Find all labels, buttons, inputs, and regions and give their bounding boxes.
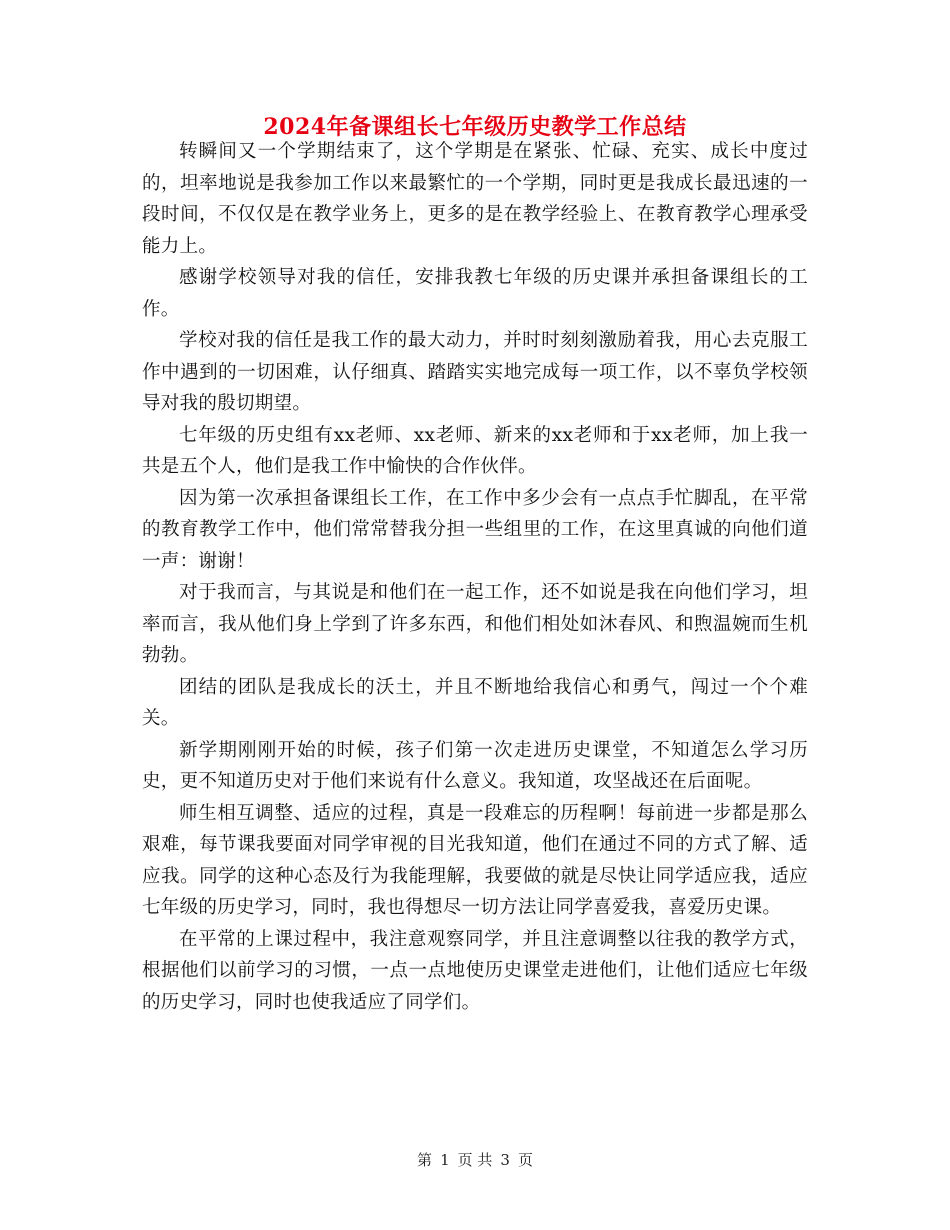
footer-prefix: 第 <box>417 1151 433 1169</box>
document-body <box>142 136 808 1018</box>
paragraph-2: 感谢学校领导对我的信任，安排我教七年级的历史课并承担备课组长的工作。 <box>142 267 808 320</box>
page-footer <box>0 1150 950 1170</box>
footer-suffix: 页 <box>517 1151 533 1169</box>
paragraph-4: 七年级的历史组有xx老师、xx老师、新来的xx老师和于xx老师，加上我一共是五个人，他们是我工作中愉快的合作伙伴。 <box>142 424 808 477</box>
paragraph-5: 因为第一次承担备课组长工作，在工作中多少会有一点点手忙脚乱，在平常的教育教学工作中，他们常常替我分担一些组里的工作，在这里真诚的向他们道一声：谢谢！ <box>142 487 808 572</box>
document-title: 2024年备课组长七年级历史教学工作总结 <box>263 114 687 140</box>
paragraph-3: 学校对我的信任是我工作的最大动力，并时时刻刻激励着我，用心去克服工作中遇到的一切困难，认仔细真、踏踏实实地完成每一项工作，以不辜负学校领导对我的殷切期望。 <box>142 330 808 414</box>
paragraph-9: 师生相互调整、适应的过程，真是一段难忘的历程啊！每前进一步都是那么艰难，每节课我要面对同学审视的目光我知道，他们在通过不同的方式了解、适应我。同学的这种心态及行为我能理解，我要做的就是尽快让同学适应我，适应七年级的历史学习，同时，我也得想尽一切方法让同学喜爱我，喜爱历史课。 <box>142 802 808 918</box>
paragraph-10: 在平常的上课过程中，我注意观察同学，并且注意调整以往我的教学方式，根据他们以前学习的习惯，一点一点地使历史课堂走进他们，让他们适应七年级的历史学习，同时也使我适应了同学们。 <box>142 928 808 1013</box>
paragraph-8: 新学期刚刚开始的时候，孩子们第一次走进历史课堂，不知道怎么学习历史，更不知道历史对于他们来说有什么意义。我知道，攻坚战还在后面呢。 <box>142 739 808 792</box>
paragraph-1: 转瞬间又一个学期结束了，这个学期是在紧张、忙碌、充实、成长中度过的，坦率地说是我参加工作以来最繁忙的一个学期，同时更是我成长最迅速的一段时间，不仅仅是在教学业务上，更多的是在教学经验上、在教育教学心理承受能力上。 <box>142 141 808 257</box>
footer-total-pages: 3 <box>500 1151 510 1169</box>
paragraph-7: 团结的团队是我成长的沃土，并且不断地给我信心和勇气，闯过一个个难关。 <box>142 676 808 729</box>
footer-middle: 页 共 <box>457 1151 493 1169</box>
paragraph-6: 对于我而言，与其说是和他们在一起工作，还不如说是我在向他们学习，坦率而言，我从他们身上学到了许多东西，和他们相处如沐春风、和煦温婉而生机勃勃。 <box>142 582 808 666</box>
footer-page-number: 1 <box>440 1151 450 1169</box>
